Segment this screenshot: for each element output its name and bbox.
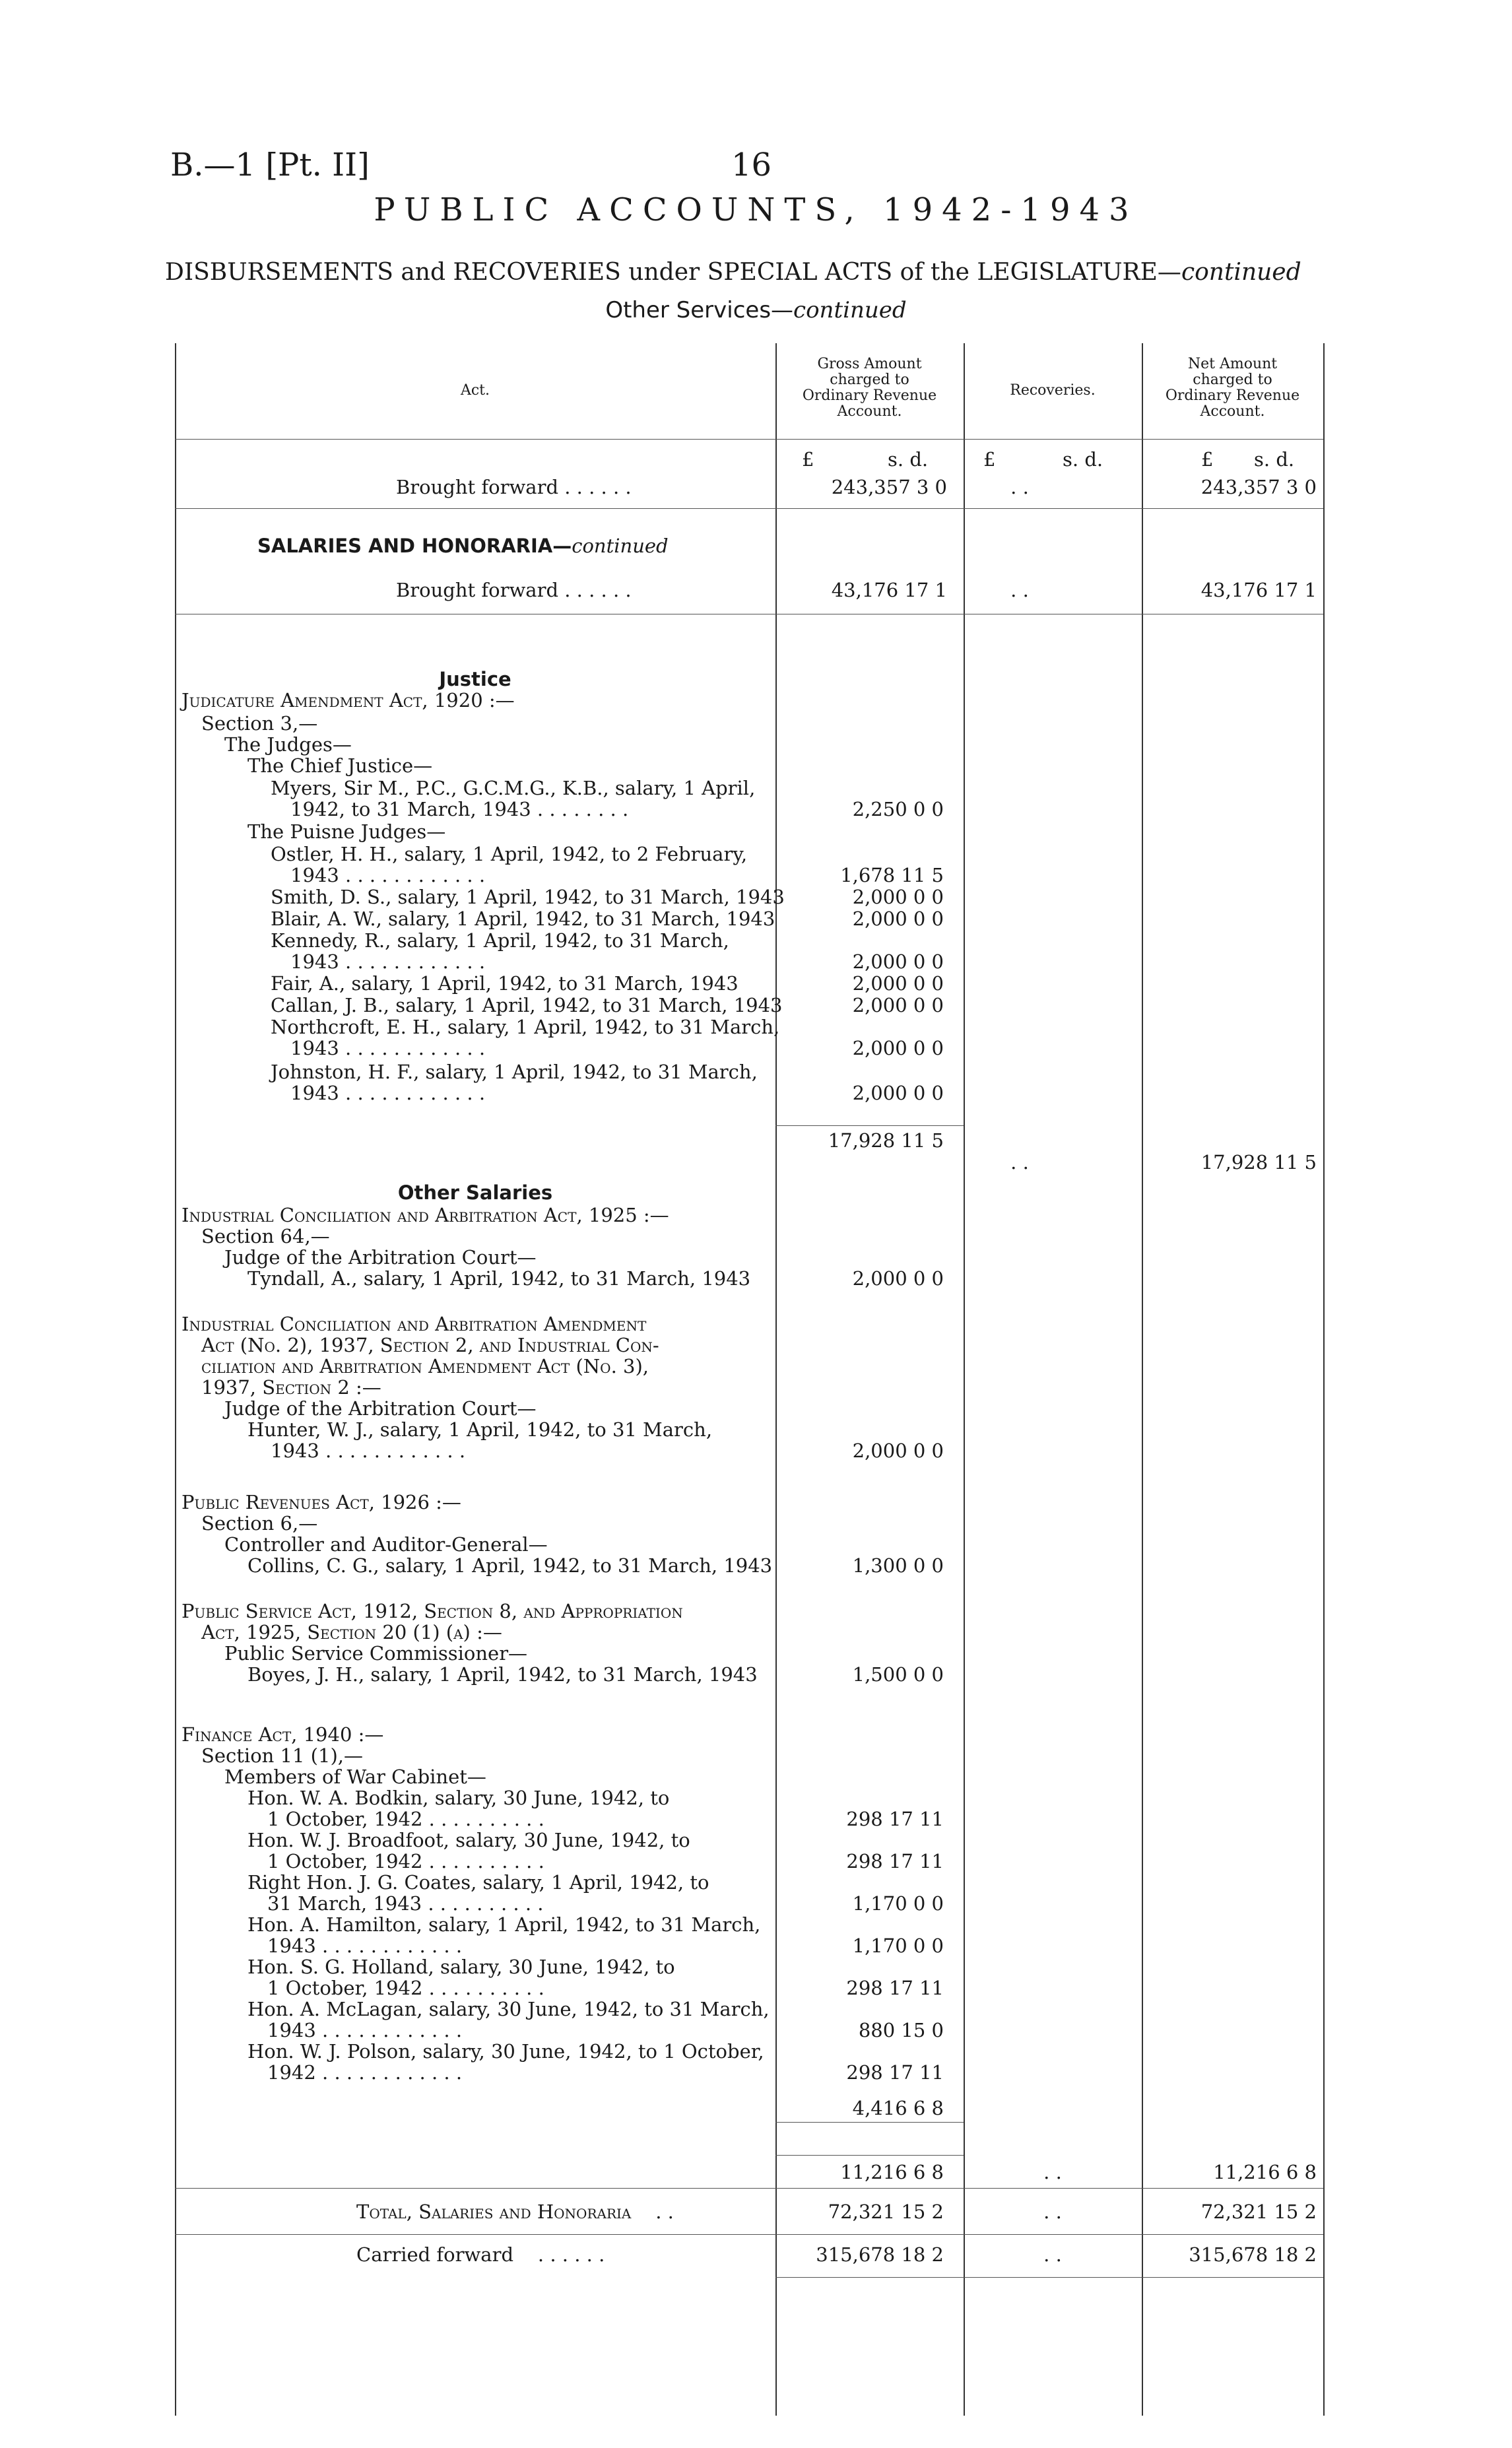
bf1-label: Brought forward (396, 476, 559, 498)
other-line-23: 1 October, 1942 . . . . . . . . . . (267, 1808, 544, 1830)
other-line-31: 1 October, 1942 . . . . . . . . . . (267, 1977, 544, 1999)
justice-amt-13: 2,000 0 0 (852, 1082, 944, 1104)
total-recoveries: . . (1043, 2200, 1062, 2223)
col-head-net-l2: charged to (1193, 372, 1272, 388)
other-line-32: Hon. A. McLagan, salary, 30 June, 1942, to 31 March, (247, 1998, 770, 2020)
section-title-cont: continued (572, 535, 669, 557)
other-subtotal-2: 11,216 6 8 (840, 2161, 944, 2183)
bf2-gross: 43,176 17 1 (831, 579, 947, 601)
other-line-29: 1943 . . . . . . . . . . . . (267, 1935, 463, 1957)
justice-line-6: Kennedy, R., salary, 1 April, 1942, to 31 March, (271, 929, 729, 952)
bf1-gross: 243,357 3 0 (831, 476, 947, 498)
col-head-recoveries: Recoveries. (1010, 382, 1096, 399)
other-line-14: Collins, C. G., salary, 1 April, 1942, to 31 March, 1943 (247, 1554, 773, 1577)
rule-other-sub1 (775, 2122, 964, 2123)
bf2-dots: . . . . . . (564, 579, 632, 601)
bf2-net: 43,176 17 1 (1200, 579, 1317, 601)
col-head-net-l1: Net Amount (1187, 356, 1278, 372)
other-line-5: Act (No. 2), 1937, Section 2, and Industrial Con- (201, 1334, 659, 1356)
other-line-25: 1 October, 1942 . . . . . . . . . . (267, 1850, 544, 1872)
page-subtitle-2 (0, 297, 1512, 323)
justice-amt-7: 2,000 0 0 (852, 950, 944, 973)
justice-amt-1: 2,250 0 0 (852, 798, 944, 820)
gross-sd: s. d. (888, 448, 929, 471)
subtitle-main: DISBURSEMENTS and RECOVERIES under SPECIAL ACTS of the LEGISLATURE— (165, 259, 1181, 286)
other-recoveries: . . (1043, 2161, 1062, 2183)
other-heading: Other Salaries (397, 1181, 553, 1204)
other-line-0: Industrial Conciliation and Arbitration Act, 1925 :— (181, 1204, 669, 1226)
other-line-13: Controller and Auditor-General— (224, 1533, 548, 1556)
carried-gross: 315,678 18 2 (816, 2243, 944, 2266)
rule-total-bottom (175, 2234, 1323, 2235)
justice-line-11: 1943 . . . . . . . . . . . . (290, 1037, 486, 1059)
carried-recoveries: . . (1043, 2243, 1062, 2266)
col-head-gross-l1: Gross Amount (817, 356, 922, 372)
other-line-21: Members of War Cabinet— (224, 1766, 486, 1788)
net-sd: s. d. (1254, 448, 1295, 471)
other-amt-23: 298 17 11 (846, 1808, 944, 1830)
justice-line-8: Fair, A., salary, 1 April, 1942, to 31 March, 1943 (271, 972, 739, 995)
other-subtotal-1: 4,416 6 8 (852, 2097, 944, 2119)
net-pound-sign: £ (1201, 448, 1214, 471)
justice-puisne: The Puisne Judges— (247, 820, 446, 843)
subtitle-cont: continued (1181, 259, 1301, 286)
other-amt-29: 1,170 0 0 (852, 1935, 944, 1957)
other-line-26: Right Hon. J. G. Coates, salary, 1 April, 1942, to (247, 1871, 709, 1894)
other-line-6: ciliation and Arbitration Amendment Act (No. 3), (201, 1355, 649, 1377)
justice-judges: The Judges— (224, 733, 352, 756)
other-line-35: 1942 . . . . . . . . . . . . (267, 2061, 463, 2084)
other-line-3: Tyndall, A., salary, 1 April, 1942, to 31 March, 1943 (247, 1267, 751, 1290)
other-net: 11,216 6 8 (1213, 2161, 1317, 2183)
page-title: PUBLIC ACCOUNTS, 1942-1943 (374, 191, 1138, 228)
other-amt-35: 298 17 11 (846, 2061, 944, 2084)
other-amt-25: 298 17 11 (846, 1850, 944, 1872)
total-dots: . . (655, 2200, 674, 2223)
other-line-33: 1943 . . . . . . . . . . . . (267, 2019, 463, 2041)
carried-forward-label (356, 2244, 605, 2265)
other-line-34: Hon. W. J. Polson, salary, 30 June, 1942, to 1 October, (247, 2040, 764, 2063)
other-line-30: Hon. S. G. Holland, salary, 30 June, 1942, to (247, 1956, 675, 1978)
justice-line-0: Myers, Sir M., P.C., G.C.M.G., K.B., salary, 1 April, (271, 777, 756, 799)
other-line-4: Industrial Conciliation and Arbitration Amendment (181, 1313, 647, 1335)
justice-line-12: Johnston, H. F., salary, 1 April, 1942, to 31 March, (271, 1061, 758, 1083)
carried-label: Carried forward (356, 2243, 514, 2266)
justice-subtotal: 17,928 11 5 (828, 1129, 944, 1152)
justice-amt-5: 2,000 0 0 (852, 908, 944, 930)
other-line-27: 31 March, 1943 . . . . . . . . . . (267, 1892, 544, 1915)
justice-net: 17,928 11 5 (1200, 1151, 1317, 1174)
rule-bf1 (175, 508, 1323, 509)
other-line-16: Act, 1925, Section 20 (1) (a) :— (201, 1621, 502, 1643)
other-line-17: Public Service Commissioner— (224, 1642, 528, 1665)
other-line-12: Section 6,— (201, 1512, 318, 1535)
justice-amt-9: 2,000 0 0 (852, 994, 944, 1016)
col-head-net (1142, 356, 1323, 420)
other-line-7: 1937, Section 2 :— (201, 1376, 381, 1399)
section-title (257, 535, 669, 557)
col-head-gross-l3: Ordinary Revenue (802, 387, 937, 404)
justice-act: Judicature Amendment Act, 1920 :— (181, 689, 515, 711)
other-amt-10: 2,000 0 0 (852, 1439, 944, 1462)
rule-justice-subtotal (775, 1125, 964, 1126)
other-line-8: Judge of the Arbitration Court— (224, 1397, 537, 1420)
justice-amt-11: 2,000 0 0 (852, 1037, 944, 1059)
other-amt-33: 880 15 0 (858, 2019, 944, 2041)
brought-forward-2-label (396, 579, 632, 601)
other-line-1: Section 64,— (201, 1225, 330, 1247)
table-right-border (1323, 343, 1325, 2416)
justice-line-10: Northcroft, E. H., salary, 1 April, 1942, to 31 March, (271, 1016, 780, 1038)
other-amt-27: 1,170 0 0 (852, 1892, 944, 1915)
document-reference: B.—1 [Pt. II] (170, 147, 370, 183)
other-line-19: Finance Act, 1940 :— (181, 1723, 384, 1746)
bf1-net: 243,357 3 0 (1200, 476, 1317, 498)
col-head-net-l3: Ordinary Revenue (1165, 387, 1300, 404)
justice-heading: Justice (439, 668, 511, 690)
justice-chief: The Chief Justice— (247, 754, 433, 777)
subtitle2-main: Other Services— (605, 297, 794, 323)
recov-sd: s. d. (1063, 448, 1103, 471)
justice-line-5: Blair, A. W., salary, 1 April, 1942, to 31 March, 1943 (271, 908, 775, 930)
table-left-border (175, 343, 176, 2416)
section-title-main: SALARIES AND HONORARIA— (257, 535, 572, 557)
other-amt-18: 1,500 0 0 (852, 1663, 944, 1686)
rule-total-top (175, 2188, 1323, 2189)
col-head-net-l4: Account. (1200, 403, 1265, 420)
other-amt-3: 2,000 0 0 (852, 1267, 944, 1290)
justice-amt-3: 1,678 11 5 (840, 864, 944, 886)
justice-line-13: 1943 . . . . . . . . . . . . (290, 1082, 486, 1104)
page-subtitle (165, 259, 1301, 286)
bf1-dots: . . . . . . (564, 476, 632, 498)
justice-line-9: Callan, J. B., salary, 1 April, 1942, to 31 March, 1943 (271, 994, 783, 1016)
bf1-recoveries: . . (1010, 476, 1029, 498)
other-line-11: Public Revenues Act, 1926 :— (181, 1491, 461, 1513)
col-head-gross (775, 356, 964, 420)
other-line-24: Hon. W. J. Broadfoot, salary, 30 June, 1942, to (247, 1829, 690, 1851)
bf2-label: Brought forward (396, 579, 559, 601)
justice-amt-4: 2,000 0 0 (852, 886, 944, 908)
carried-dots: . . . . . . (537, 2243, 605, 2266)
justice-section: Section 3,— (201, 712, 318, 735)
total-net: 72,321 15 2 (1200, 2200, 1317, 2223)
header-rule (175, 439, 1323, 440)
other-line-10: 1943 . . . . . . . . . . . . (271, 1439, 466, 1462)
other-line-9: Hunter, W. J., salary, 1 April, 1942, to 31 March, (247, 1418, 713, 1441)
other-line-15: Public Service Act, 1912, Section 8, and Appropriation (181, 1600, 683, 1622)
rule-other-sub2 (775, 2155, 964, 2156)
justice-amt-8: 2,000 0 0 (852, 972, 944, 995)
carried-net: 315,678 18 2 (1189, 2243, 1317, 2266)
rule-carried (775, 2277, 1323, 2278)
total-label-text: Total, Salaries and Honoraria (356, 2200, 632, 2223)
other-line-22: Hon. W. A. Bodkin, salary, 30 June, 1942, to (247, 1787, 670, 1809)
bf2-recoveries: . . (1010, 579, 1029, 601)
justice-line-3: 1943 . . . . . . . . . . . . (290, 864, 486, 886)
justice-recoveries: . . (1010, 1151, 1029, 1174)
justice-line-4: Smith, D. S., salary, 1 April, 1942, to 31 March, 1943 (271, 886, 785, 908)
justice-line-1: 1942, to 31 March, 1943 . . . . . . . . (290, 798, 629, 820)
recov-pound-sign: £ (983, 448, 996, 471)
other-line-2: Judge of the Arbitration Court— (224, 1246, 537, 1269)
col-divider-3 (1142, 343, 1143, 2416)
total-label (356, 2201, 674, 2222)
justice-line-7: 1943 . . . . . . . . . . . . (290, 950, 486, 973)
other-line-18: Boyes, J. H., salary, 1 April, 1942, to 31 March, 1943 (247, 1663, 758, 1686)
justice-line-2: Ostler, H. H., salary, 1 April, 1942, to 2 February, (271, 843, 748, 865)
col-head-gross-l4: Account. (837, 403, 902, 420)
subtitle2-cont: continued (793, 297, 907, 323)
other-line-28: Hon. A. Hamilton, salary, 1 April, 1942, to 31 March, (247, 1913, 761, 1936)
page-number: 16 (731, 147, 772, 183)
other-amt-31: 298 17 11 (846, 1977, 944, 1999)
col-divider-2 (964, 343, 965, 2416)
other-line-20: Section 11 (1),— (201, 1744, 363, 1767)
col-head-act: Act. (460, 382, 490, 399)
col-head-gross-l2: charged to (830, 372, 909, 388)
other-amt-14: 1,300 0 0 (852, 1554, 944, 1577)
brought-forward-1-label (396, 477, 632, 498)
gross-pound-sign: £ (802, 448, 814, 471)
total-gross: 72,321 15 2 (828, 2200, 944, 2223)
